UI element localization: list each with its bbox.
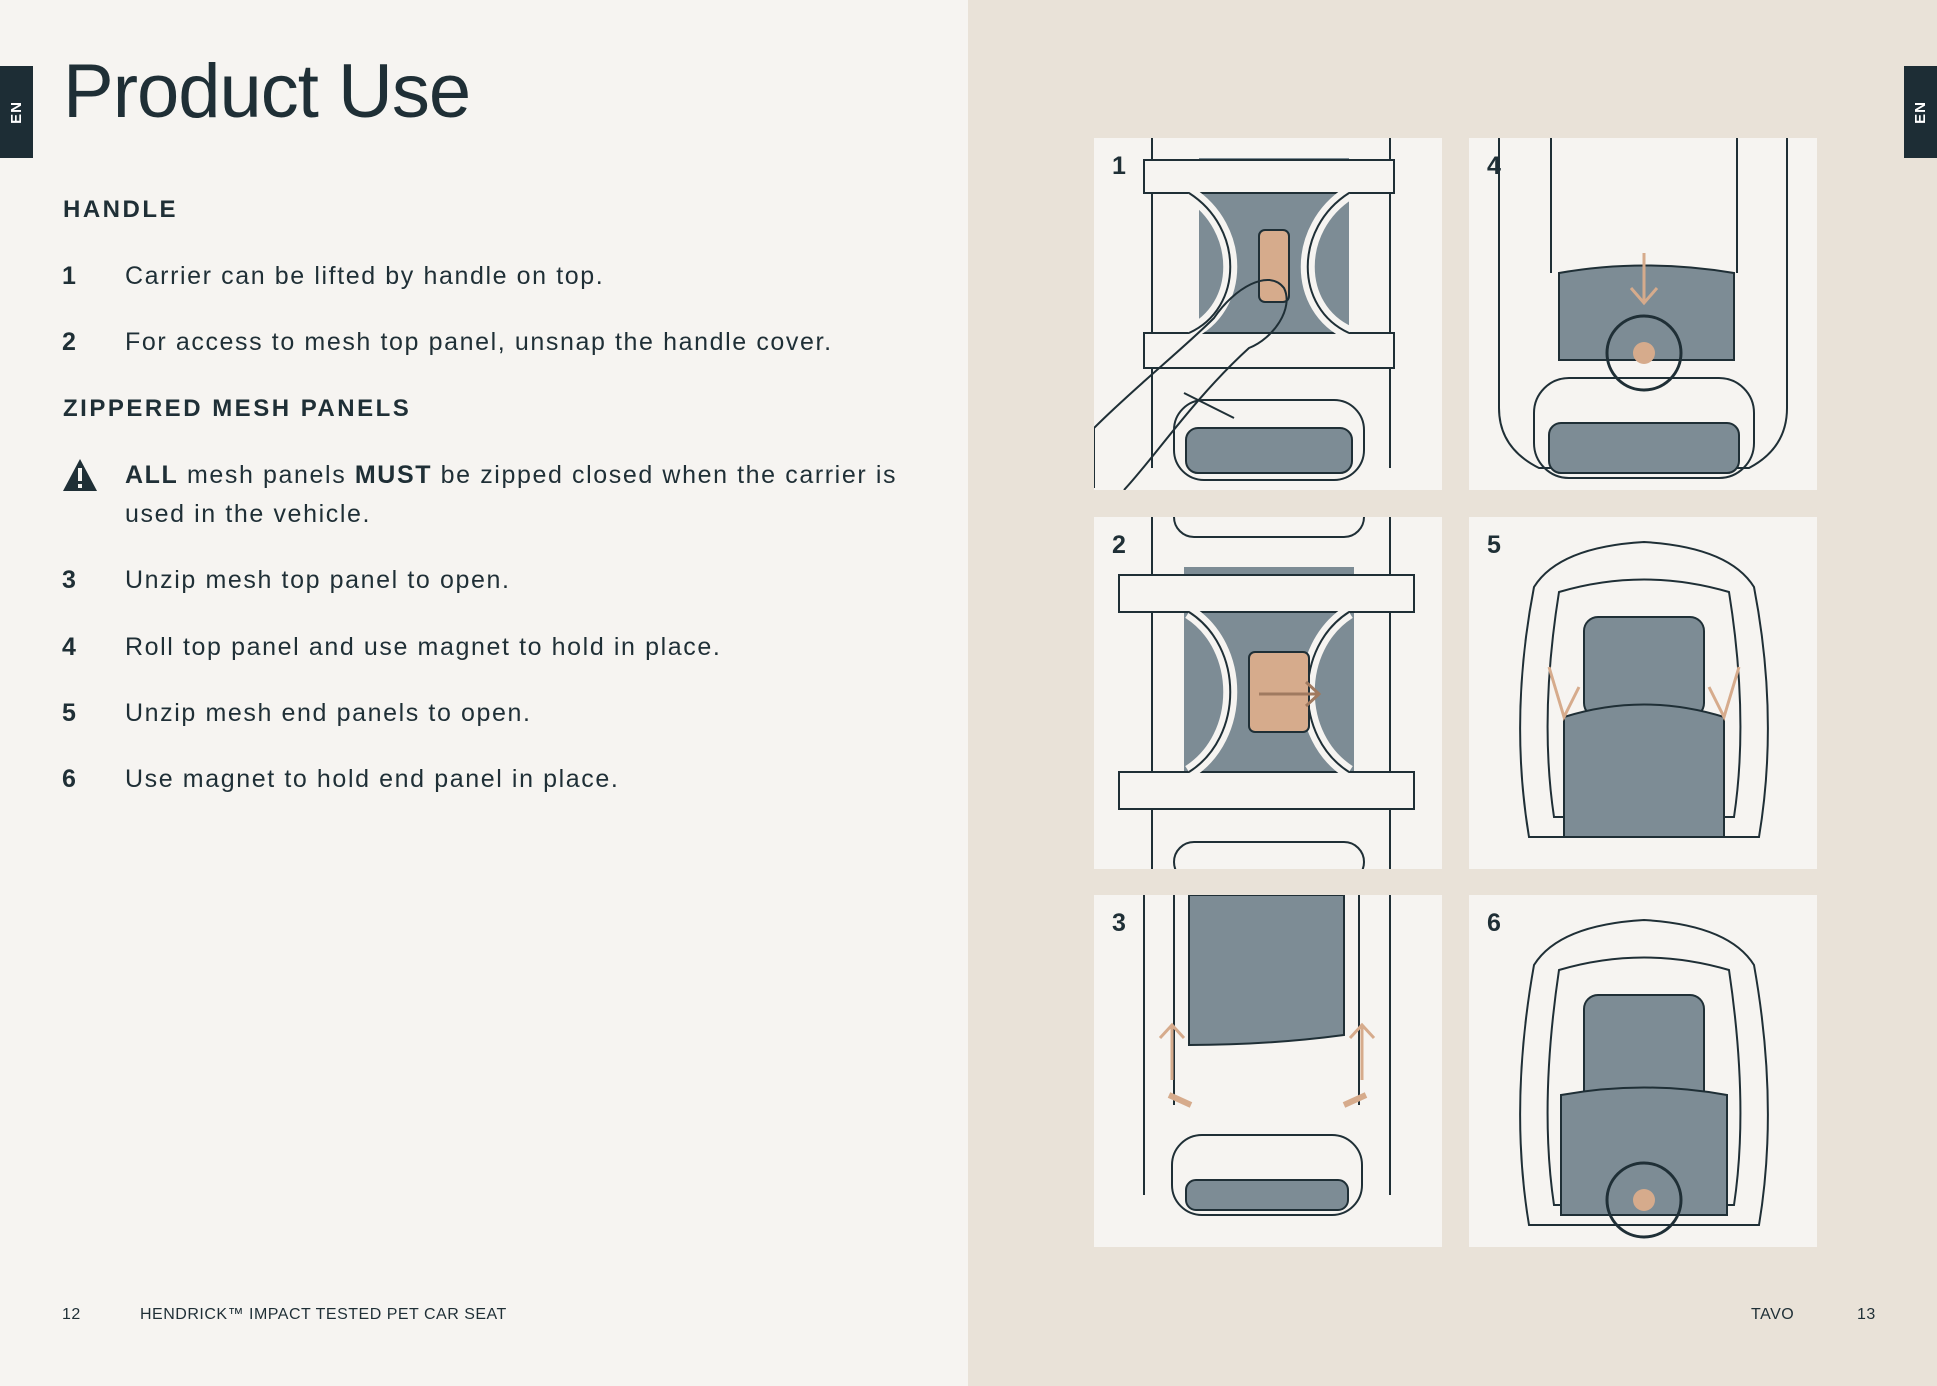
figure-6 [1469, 895, 1817, 1247]
figure-number: 1 [1112, 152, 1126, 180]
step-text: Unzip mesh end panels to open. [125, 699, 532, 727]
left-page [0, 0, 968, 1386]
language-tab [1904, 66, 1937, 158]
right-page [968, 0, 1937, 1386]
figure-number: 2 [1112, 531, 1126, 559]
step-text: Carrier can be lifted by handle on top. [125, 262, 605, 290]
step-text: For access to mesh top panel, unsnap the handle cover. [125, 328, 833, 356]
language-tab [0, 66, 33, 158]
footer-product-title: HENDRICK™ IMPACT TESTED PET CAR SEAT [140, 1306, 507, 1323]
step-number: 4 [62, 633, 78, 661]
step-text: Use magnet to hold end panel in place. [125, 765, 620, 793]
step-number: 1 [62, 262, 78, 290]
end-panel-magnet-illustration [1469, 895, 1817, 1247]
page-number-left: 12 [62, 1306, 81, 1323]
warning-text [125, 456, 915, 534]
section-heading-mesh: ZIPPERED MESH PANELS [63, 395, 412, 422]
step-number: 3 [62, 566, 78, 594]
warning-emphasis-must: MUST [354, 461, 433, 489]
carrier-top-handle-illustration [1094, 138, 1442, 490]
unzip-end-panels-illustration [1469, 517, 1817, 869]
warning-text-part: mesh panels [178, 461, 355, 489]
step-text: Unzip mesh top panel to open. [125, 566, 511, 594]
rolled-top-panel-magnet-illustration [1469, 138, 1817, 490]
language-label: EN [1912, 100, 1929, 124]
step-number: 2 [62, 328, 78, 356]
language-label: EN [8, 100, 25, 124]
section-heading-handle: HANDLE [63, 196, 178, 223]
figure-2 [1094, 517, 1442, 869]
warning-text-part: be zipped closed when the carrier is used in the vehicle. [125, 461, 898, 528]
step-text: Roll top panel and use magnet to hold in place. [125, 633, 722, 661]
figure-number: 6 [1487, 909, 1501, 937]
warning-emphasis-all: ALL [125, 461, 179, 489]
footer-brand: TAVO [1751, 1306, 1795, 1323]
figure-5 [1469, 517, 1817, 869]
figure-number: 4 [1487, 152, 1501, 180]
warning-triangle-icon [62, 458, 98, 492]
warning-note [62, 456, 902, 536]
page-number-right: 13 [1857, 1306, 1876, 1323]
figure-4 [1469, 138, 1817, 490]
page-title: Product Use [63, 49, 471, 134]
figure-number: 3 [1112, 909, 1126, 937]
figure-number: 5 [1487, 531, 1501, 559]
unzip-top-panel-illustration [1094, 895, 1442, 1247]
step-number: 5 [62, 699, 78, 727]
step-number: 6 [62, 765, 78, 793]
figure-3 [1094, 895, 1442, 1247]
unsnap-handle-cover-illustration [1094, 517, 1442, 869]
figure-1 [1094, 138, 1442, 490]
